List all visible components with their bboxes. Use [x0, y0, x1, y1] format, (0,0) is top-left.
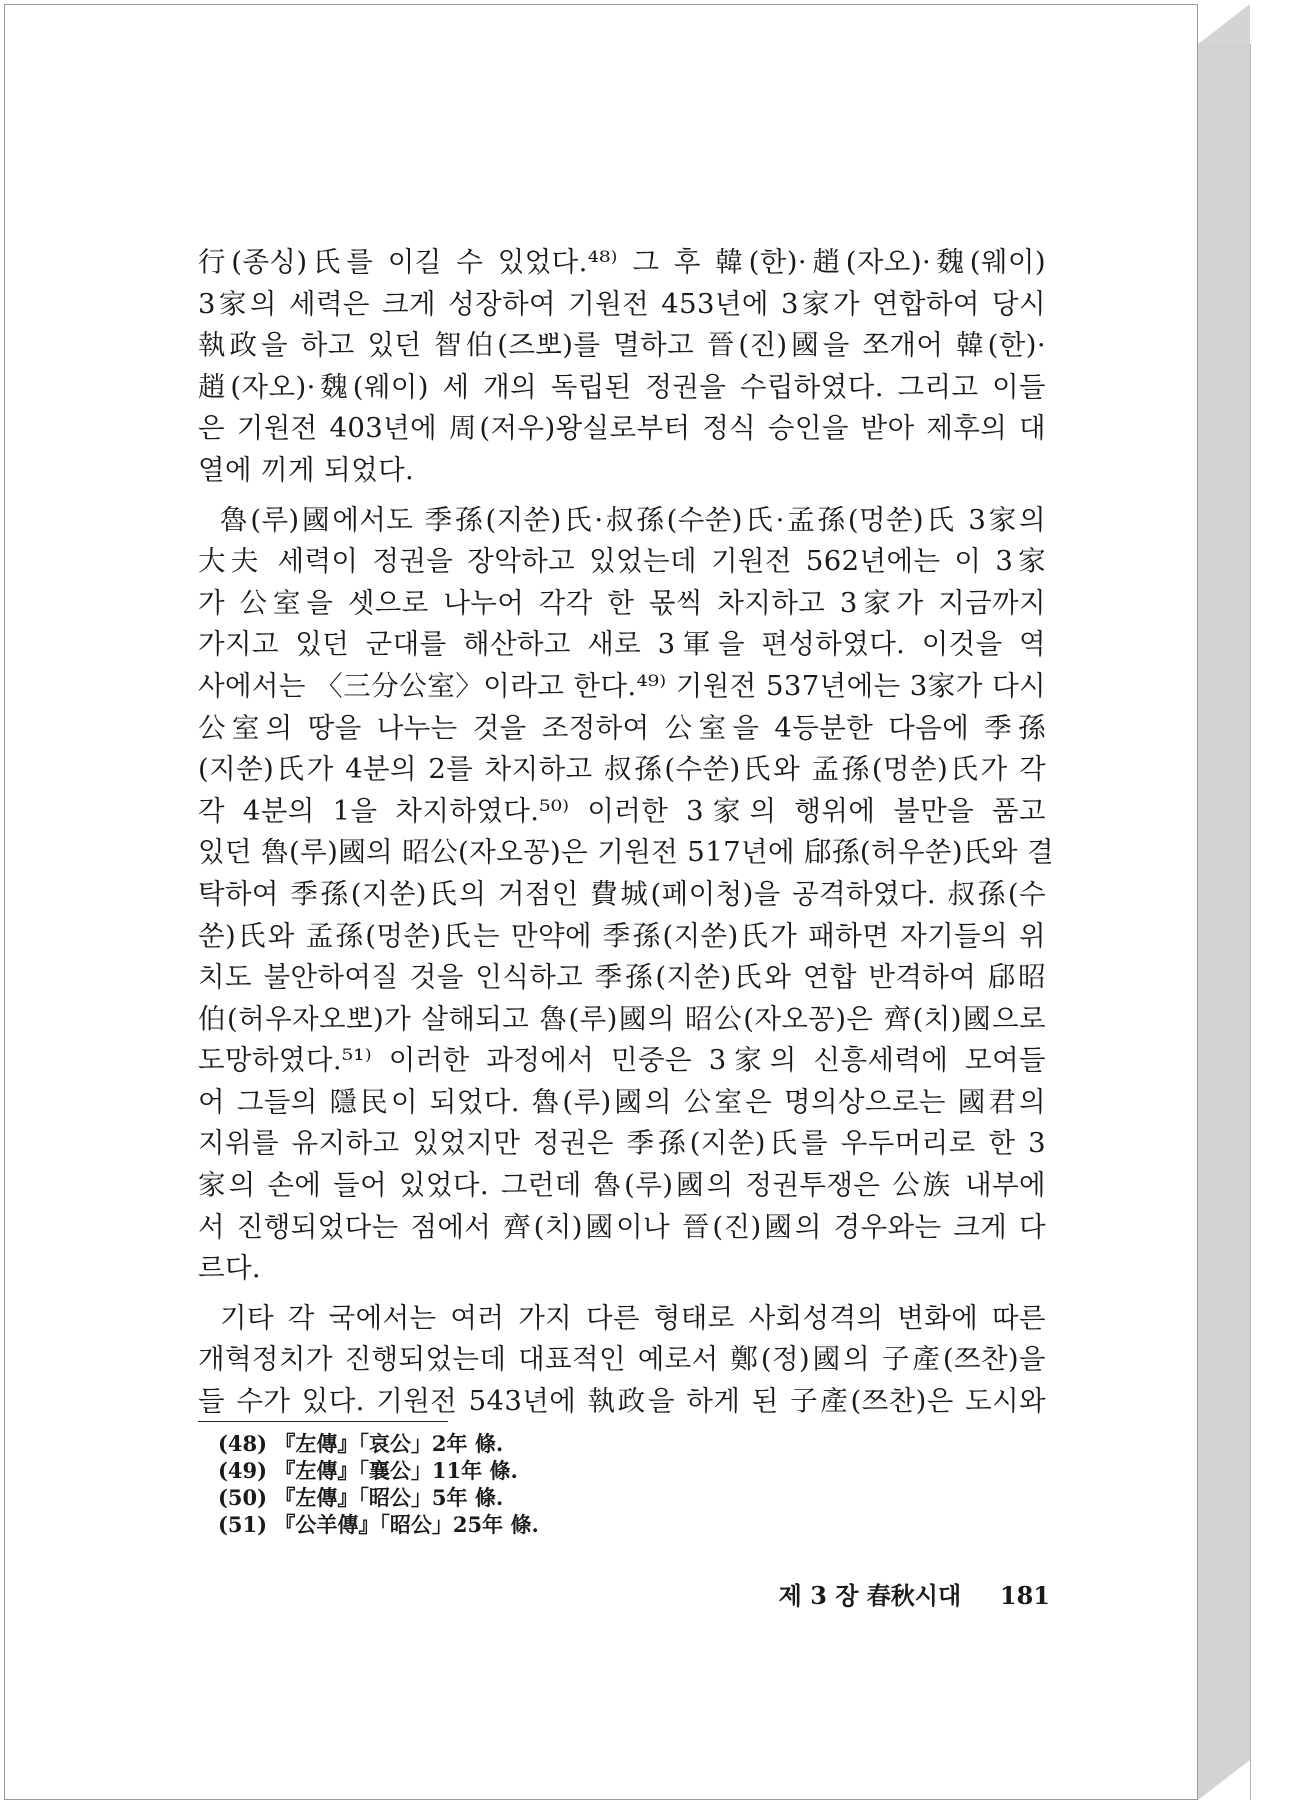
- page-footer: [760, 1576, 1050, 1611]
- text-line: 어 그들의 隱民이 되었다. 魯(루)國의 公室은 명의상으로는 國君의: [198, 1085, 1046, 1118]
- text-line: 3家의 세력은 크게 성장하여 기원전 453년에 3家가 연합하여 당시: [198, 287, 1046, 320]
- footnotes: [218, 1430, 618, 1538]
- text-line: 公室의 땅을 나누는 것을 조정하여 公室을 4등분한 다음에 季孫: [198, 711, 1046, 744]
- text-line: 쑨)氏와 孟孫(멍쑨)氏는 만약에 季孫(지쑨)氏가 패하면 자기들의 위: [198, 919, 1046, 952]
- text-line: 가 公室을 셋으로 나누어 각각 한 몫씩 차지하고 3家가 지금까지: [198, 586, 1046, 619]
- text-line: 伯(허우자오뽀)가 살해되고 魯(루)國의 昭公(자오꽁)은 齊(치)國으로: [198, 1002, 1046, 1035]
- text-line: 치도 불안하여질 것을 인식하고 季孫(지쑨)氏와 연합 반격하여 郈昭: [198, 961, 1046, 994]
- text-line: 탁하여 季孫(지쑨)氏의 거점인 費城(페이청)을 공격하였다. 叔孫(수: [198, 877, 1047, 910]
- page-edge-shadow-top: [1198, 4, 1250, 44]
- text-line: 들 수가 있다. 기원전 543년에 執政을 하게 된 子產(쯔찬)은 도시와: [198, 1385, 1046, 1418]
- text-line: 지위를 유지하고 있었지만 정권은 季孫(지쑨)氏를 우두머리로 한 3: [198, 1127, 1046, 1160]
- text-line: 도망하였다.⁵¹⁾ 이러한 과정에서 민중은 3家의 신흥세력에 모여들: [198, 1044, 1046, 1077]
- text-line: 大夫 세력이 정권을 장악하고 있었는데 기원전 562년에는 이 3家: [198, 545, 1046, 578]
- text-line: 열에 끼게 되었다.: [198, 453, 415, 486]
- text-line: 있던 魯(루)國의 昭公(자오꽁)은 기원전 517년에 郈孫(허우쑨)氏와 결: [198, 836, 1054, 869]
- text-line: 르다.: [198, 1252, 262, 1285]
- text-line: 개혁정치가 진행되었는데 대표적인 예로서 鄭(정)國의 子產(쯔찬)을: [198, 1343, 1046, 1376]
- page-edge-shadow: [1198, 44, 1251, 1800]
- text-line: 行(종싱)氏를 이길 수 있었다.⁴⁸⁾ 그 후 韓(한)·趙(자오)·魏(웨이): [198, 246, 1046, 278]
- chapter-title: 제 3 장 春秋시대: [778, 1581, 962, 1610]
- page-number: 181: [999, 1581, 1050, 1610]
- footnote-50: (50) 『左傳』「昭公」5年 條.: [218, 1485, 504, 1510]
- text-line: 서 진행되었다는 점에서 齊(치)國이나 晉(진)國의 경우와는 크게 다: [198, 1210, 1046, 1243]
- text-line: (지쑨)氏가 4분의 2를 차지하고 叔孫(수쑨)氏와 孟孫(멍쑨)氏가 각: [198, 753, 1046, 786]
- footnote-49: (49) 『左傳』「襄公」11年 條.: [218, 1458, 518, 1483]
- footnote-divider: [198, 1421, 448, 1422]
- text-line: 은 기원전 403년에 周(저우)왕실로부터 정식 승인을 받아 제후의 대: [198, 412, 1046, 445]
- text-line: 가지고 있던 군대를 해산하고 새로 3軍을 편성하였다. 이것을 역: [198, 628, 1046, 661]
- footnote-51: (51) 『公羊傳』「昭公」25年 條.: [218, 1512, 539, 1537]
- text-line: 사에서는 〈三分公室〉이라고 한다.⁴⁹⁾ 기원전 537년에는 3家가 다시: [198, 669, 1046, 702]
- paragraph-gap: [198, 1290, 1046, 1298]
- text-line: 기타 각 국에서는 여러 가지 다른 형태로 사회성격의 변화에 따른: [220, 1301, 1046, 1334]
- paragraph-gap: [198, 492, 1046, 500]
- text-line: 執政을 하고 있던 智伯(즈뽀)를 멸하고 晉(진)國을 쪼개어 韓(한)·: [198, 329, 1046, 362]
- text-line: 魯(루)國에서도 季孫(지쑨)氏·叔孫(수쑨)氏·孟孫(멍쑨)氏 3家의: [220, 503, 1046, 536]
- body-text: [198, 242, 1054, 1423]
- page-edge-shadow-bottom: [1198, 1760, 1250, 1800]
- text-line: 趙(자오)·魏(웨이) 세 개의 독립된 정권을 수립하였다. 그리고 이들: [198, 370, 1046, 403]
- footnote-48: (48) 『左傳』「哀公」2年 條.: [218, 1431, 504, 1456]
- text-line: 각 4분의 1을 차지하였다.⁵⁰⁾ 이러한 3家의 행위에 불만을 품고: [198, 794, 1046, 827]
- text-line: 家의 손에 들어 있었다. 그런데 魯(루)國의 정권투쟁은 公族 내부에: [198, 1169, 1046, 1202]
